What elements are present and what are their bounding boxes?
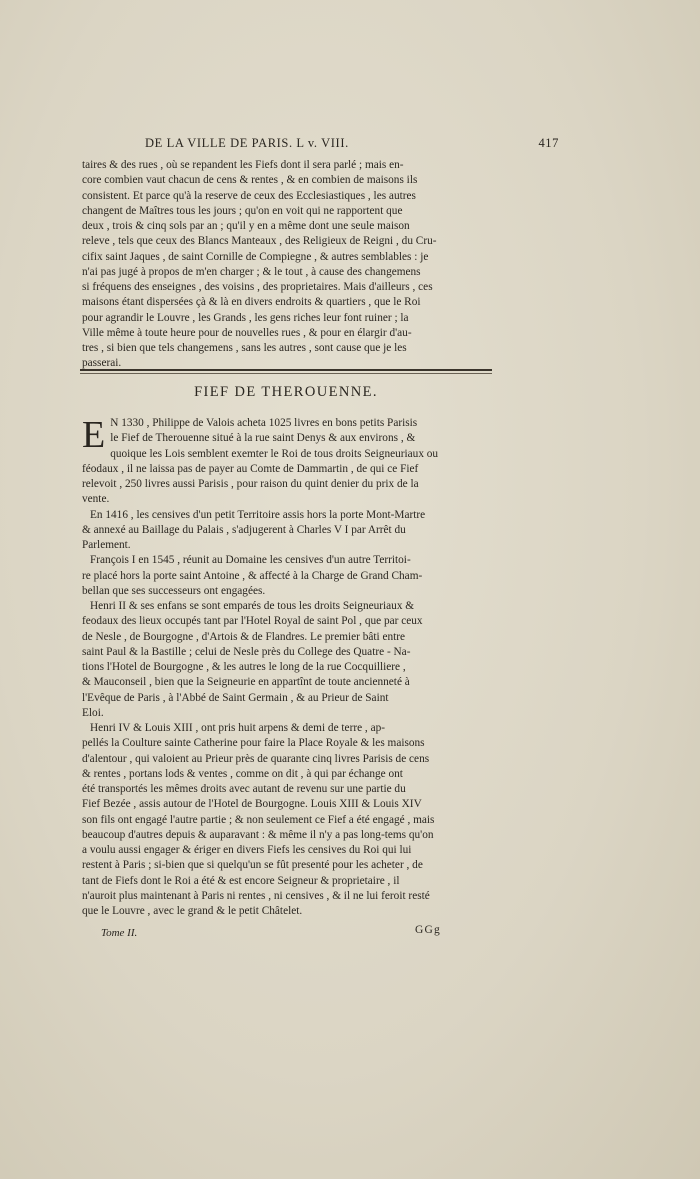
text-line: Ville même à toute heure pour de nouvelles rues , & pour en élargir d'au-	[82, 326, 412, 339]
text-line: quoique les Lois semblent exemter le Roi de tous droits Seigneuriaux ou	[110, 447, 439, 460]
text-line: cifix saint Jaques , de saint Cornille de Compiegne , & autres semblables : je	[82, 250, 429, 263]
text-line: bellan que ses successeurs ont engagées.	[82, 584, 266, 597]
text-line: deux , trois & cinq sols par an ; qu'il y en a même dont une seule maison	[82, 220, 410, 232]
paragraph	[82, 158, 490, 372]
text-line: & annexé au Baillage du Palais , s'adjugerent à Charles V I par Arrêt du	[82, 523, 406, 536]
text-line: restent à Paris ; si-bien que si quelqu'un se fût presenté pour les acheter , de	[82, 859, 423, 872]
text-line: saint Paul & la Bastille ; celui de Nesle près du College des Quatre - Na-	[82, 645, 411, 658]
paragraph	[82, 553, 490, 599]
section-divider-rule	[80, 369, 492, 371]
text-line: que le Louvre , avec le grand & le petit Châtelet.	[82, 905, 303, 917]
text-line: feodaux des lieux occupés tant par l'Hotel Royal de saint Pol , que par ceux	[82, 615, 423, 628]
volume-mark: Tome II.	[101, 927, 138, 939]
page-number: 417	[538, 136, 559, 150]
signature-mark: GGg	[415, 924, 441, 936]
text-line: & rentes , portans lods & ventes , comme on dit , à qui par échange ont	[82, 767, 403, 780]
text-line: tant de Fiefs dont le Roi a été & est encore Seigneur & proprietaire , il	[82, 874, 400, 887]
text-line: taires & des rues , où se repandent les Fiefs dont il sera parlé ; mais en-	[82, 159, 404, 171]
continuation-paragraph	[82, 158, 490, 372]
text-line: pour agrandir le Louvre , les Grands , les gens riches leur font ruiner ; la	[82, 311, 409, 324]
text-line: changent de Maîtres tous les jours ; qu'on en voit qui ne rapportent que	[82, 204, 403, 217]
text-line: vente.	[82, 493, 110, 506]
text-line: passerai.	[82, 357, 122, 370]
paragraph	[82, 599, 490, 721]
section-paragraphs	[82, 416, 490, 919]
text-line: Fief Bezée , assis autour de l'Hotel de Bourgogne. Louis XIII & Louis XIV	[82, 798, 422, 811]
text-line: l'Evêque de Paris , à l'Abbé de Saint Germain , & au Prieur de Saint	[82, 691, 389, 704]
text-line: Henri II & ses enfans se sont emparés de tous les droits Seigneuriaux &	[90, 600, 415, 612]
text-line: core combien vaut chacun de cens & rentes , & en combien de maisons ils	[82, 174, 418, 187]
text-line: été transportés les mêmes droits avec autant de revenu sur une partie du	[82, 783, 406, 795]
drop-capital: E	[82, 414, 106, 456]
text-line: pellés la Coulture sainte Catherine pour faire la Place Royale & les maisons	[82, 737, 425, 750]
text-line: le Fief de Therouenne situé à la rue saint Denys & aux environs , &	[110, 432, 416, 445]
text-line: beaucoup d'autres depuis & auparavant : & même il n'y a pas long-tems qu'on	[82, 828, 434, 841]
section-body	[82, 416, 490, 919]
section-title: FIEF DE THEROUENNE.	[194, 384, 378, 400]
text-line: re placé hors la porte saint Antoine , & affecté à la Charge de Grand Cham-	[82, 569, 423, 582]
text-line: tions l'Hotel de Bourgogne , & les autres le long de la rue Cocquilliere ,	[82, 661, 406, 673]
text-line: releve , tels que ceux des Blancs Manteaux , des Religieux de Reigni , du Cru-	[82, 235, 437, 248]
text-line: consistent. Et parce qu'à la reserve de ceux des Ecclesiastiques , les autres	[82, 189, 416, 202]
text-line: Parlement.	[82, 539, 131, 551]
text-line: d'alentour , qui valoient au Prieur près de quarante cinq livres Parisis de cens	[82, 752, 430, 765]
text-line: & Mauconseil , bien que la Seigneurie en appartînt de toute ancienneté à	[82, 676, 410, 689]
text-line: n'auroit plus maintenant à Paris ni rentes , ni censives , & il ne lui feroit resté	[82, 889, 430, 902]
text-line: N 1330 , Philippe de Valois acheta 1025 livres en bons petits Parisis	[110, 417, 418, 429]
text-line: Eloi.	[82, 706, 104, 719]
paragraph	[82, 508, 490, 554]
paragraph	[82, 721, 490, 919]
text-line: Henri IV & Louis XIII , ont pris huit arpens & demi de terre , ap-	[90, 722, 386, 734]
text-line: si fréquens des enseignes , des voisins , des proprietaires. Mais d'ailleurs , ces	[82, 281, 433, 293]
text-line: féodaux , il ne laissa pas de payer au Comte de Dammartin , de qui ce Fief	[82, 462, 419, 475]
text-line: a voulu aussi engager & ériger en divers Fiefs les censives du Roi qui lui	[82, 844, 412, 856]
text-line: En 1416 , les censives d'un petit Territoire assis hors la porte Mont-Martre	[90, 508, 426, 521]
text-line: maisons étant dispersées çà & là en divers endroits & quartiers , que le Roi	[82, 296, 421, 309]
text-line: son fils ont engagé l'autre partie ; & non seulement ce Fief a été engagé , mais	[82, 813, 435, 826]
text-line: n'ai pas jugé à propos de m'en charger ; & le tout , à cause des changemens	[82, 265, 421, 278]
text-line: tres , si bien que tels changemens , sans les autres , sont cause que je les	[82, 342, 407, 354]
paragraph	[82, 416, 490, 508]
text-line: de Nesle , de Bourgogne , d'Artois & de Flandres. Le premier bâti entre	[82, 630, 406, 643]
text-line: relevoit , 250 livres aussi Parisis , pour raison du quint denier du prix de la	[82, 478, 419, 490]
text-line: François I en 1545 , réunit au Domaine les censives d'un autre Territoi-	[90, 554, 411, 567]
running-title: DE LA VILLE DE PARIS. L v. VIII.	[145, 136, 349, 150]
